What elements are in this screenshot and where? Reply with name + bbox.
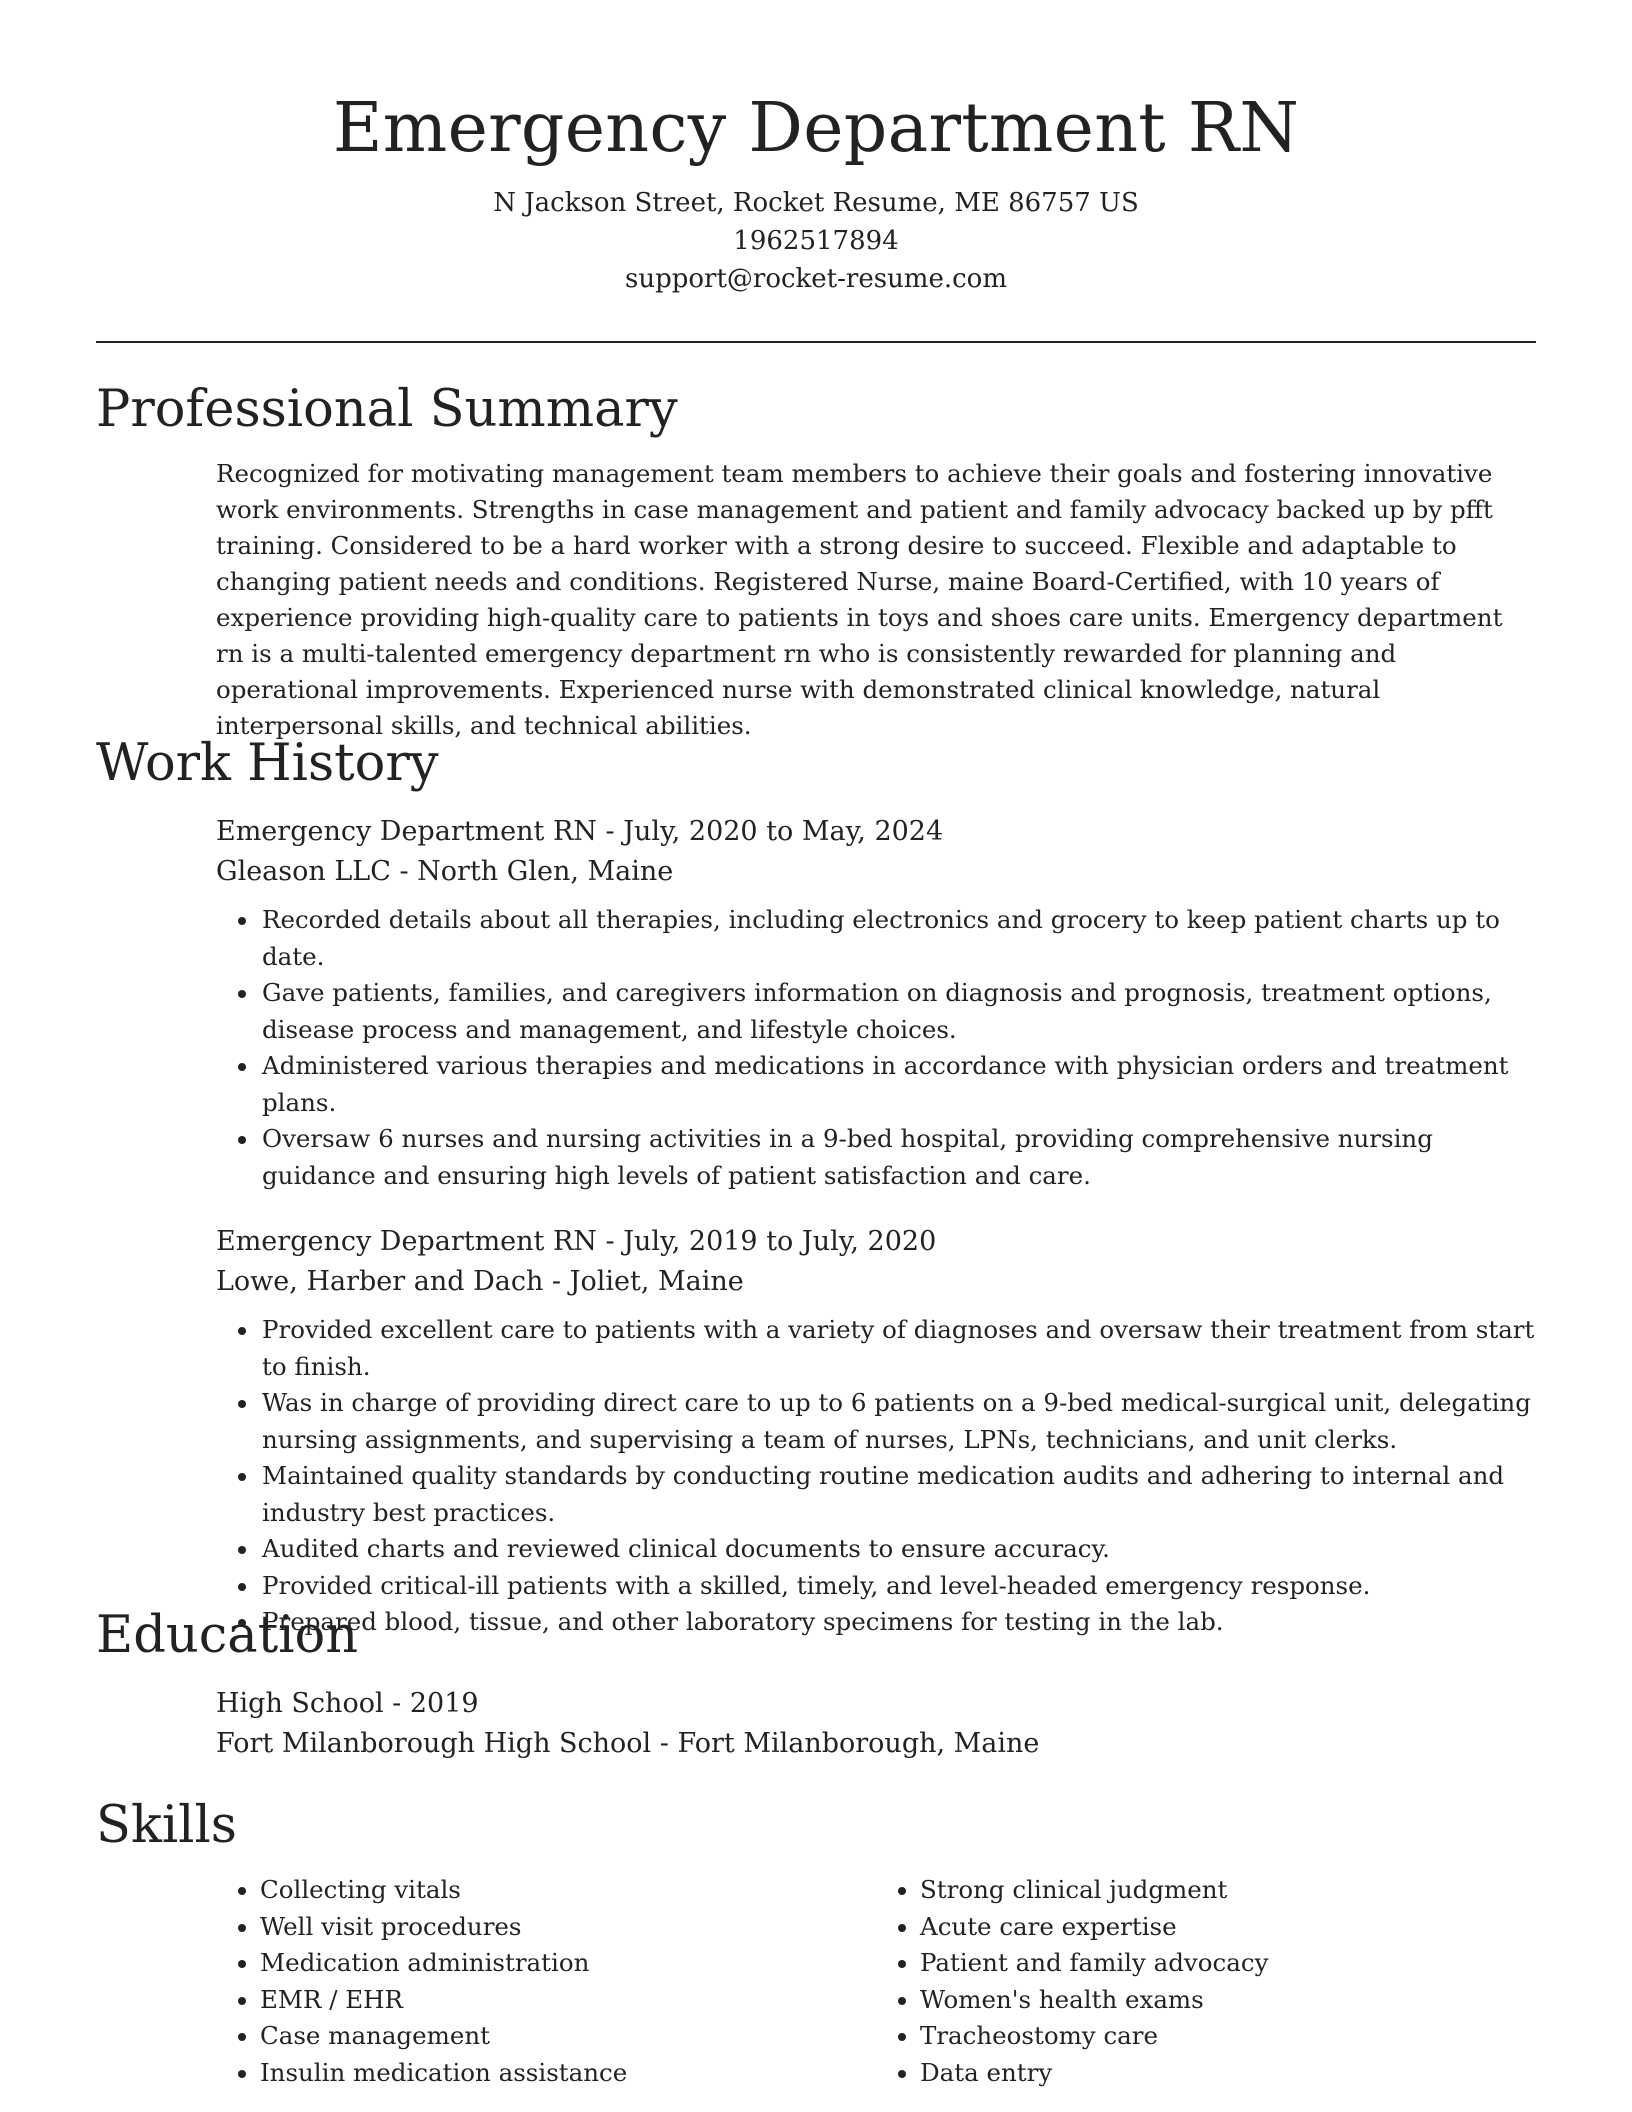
school-line: Fort Milanborough High School - Fort Milanborough, Maine [216,1728,1040,1759]
email-address: support@rocket-resume.com [624,264,1007,294]
job-duties-list [216,1312,1536,1641]
summary-title: Professional Summary [96,380,678,439]
job-entry [216,1222,1536,1641]
job-title-line: Emergency Department RN - July, 2019 to July, 2020 [216,1226,937,1257]
list-item: • Collecting vitals [260,1872,876,1909]
list-item: • Prepared blood, tissue, and other laboratory specimens for testing in the lab. [260,1604,1536,1641]
candidate-name: Emergency Department RN [332,89,1300,168]
list-item: • Tracheostomy care [920,2018,1536,2055]
list-item: • Provided excellent care to patients with a variety of diagnoses and oversaw their treatment from start to finish. [260,1312,1536,1385]
education-title: Education [96,1606,359,1665]
phone-number: 1962517894 [733,226,899,256]
skills-list-right [876,1872,1536,2091]
work-history-section [96,732,1536,1641]
list-item: • Acute care expertise [920,1909,1536,1946]
list-item: • Gave patients, families, and caregivers information on diagnosis and prognosis, treatment options, disease process and management, and lifestyle choices. [260,975,1536,1048]
job-duties-list [216,902,1536,1194]
education-entry [216,1684,1536,1764]
job-company-line: Lowe, Harber and Dach - Joliet, Maine [216,1266,744,1297]
skills-columns [216,1872,1536,2091]
header-divider [96,341,1536,343]
skills-section [96,1794,1536,2091]
list-item: • Strong clinical judgment [920,1872,1536,1909]
list-item: • Audited charts and reviewed clinical documents to ensure accuracy. [260,1531,1536,1568]
job-company-line: Gleason LLC - North Glen, Maine [216,856,674,887]
list-item: • Maintained quality standards by conducting routine medication audits and adhering to internal and industry best practices. [260,1458,1536,1531]
list-item: • Medication administration [260,1945,876,1982]
list-item: • Administered various therapies and medications in accordance with physician orders and treatment plans. [260,1048,1536,1121]
degree-line: High School - 2019 [216,1688,479,1719]
list-item: • Recorded details about all therapies, including electronics and grocery to keep patient charts up to date. [260,902,1536,975]
list-item: • Insulin medication assistance [260,2055,876,2092]
contact-info [96,184,1536,298]
summary-text: Recognized for motivating management team members to achieve their goals and fostering innovative work environments. Strengths in case management and patient and family advocacy backed up by pfft training. Considered to be a hard worker with a strong desire to succeed. Flexible and adaptable to changing patient needs and conditions. Registered Nurse, maine Board-Certified, with 10 years of experience providing high-quality care to patients in toys and shoes care units. Emergency department rn is a multi-talented emergency department rn who is consistently rewarded for planning and operational improvements. Experienced nurse with demonstrated clinical knowledge, natural interpersonal skills, and technical abilities. [216,459,1503,740]
list-item: • Women's health exams [920,1982,1536,2019]
skills-list-left [216,1872,876,2091]
list-item: • Well visit procedures [260,1909,876,1946]
list-item: • Case management [260,2018,876,2055]
list-item: • Oversaw 6 nurses and nursing activities in a 9-bed hospital, providing comprehensive nursing guidance and ensuring high levels of patient satisfaction and care. [260,1121,1536,1194]
skills-title: Skills [96,1796,237,1855]
address: N Jackson Street, Rocket Resume, ME 86757 US [493,188,1139,218]
list-item: • Provided critical-ill patients with a skilled, timely, and level-headed emergency response. [260,1568,1536,1605]
list-item: • EMR / EHR [260,1982,876,2019]
list-item: • Was in charge of providing direct care to up to 6 patients on a 9-bed medical-surgical unit, delegating nursing assignments, and supervising a team of nurses, LPNs, technicians, and unit clerks. [260,1385,1536,1458]
job-entry [216,812,1536,1194]
resume-header [96,84,1536,298]
education-section [96,1604,1536,1764]
list-item: • Patient and family advocacy [920,1945,1536,1982]
summary-section [96,378,1536,744]
job-title-line: Emergency Department RN - July, 2020 to May, 2024 [216,816,944,847]
work-history-title: Work History [96,734,439,793]
list-item: • Data entry [920,2055,1536,2092]
